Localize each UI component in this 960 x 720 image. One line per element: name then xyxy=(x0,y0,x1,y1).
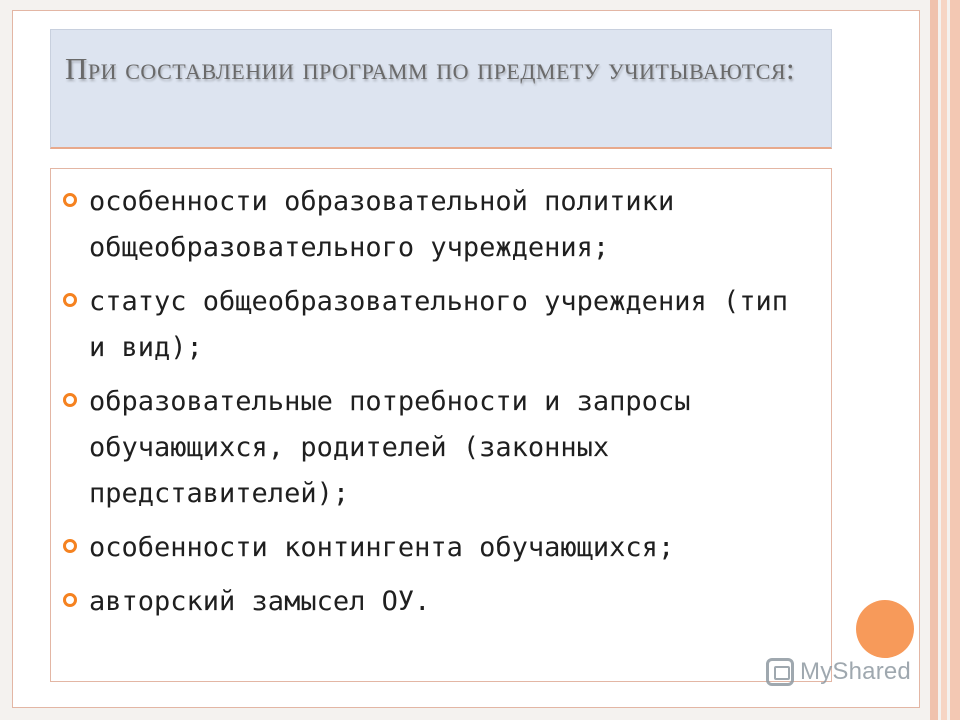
myshared-logo-icon xyxy=(766,658,794,686)
circle-bullet-icon xyxy=(63,539,77,553)
bullet-text: образовательные потребности и запросы обучающихся, родителей (законных представителей); xyxy=(89,386,691,509)
bullet-item xyxy=(61,579,811,625)
decorative-stripe xyxy=(930,0,938,720)
bullet-item xyxy=(61,379,811,517)
bullet-text: особенности образовательной политики общеобразовательного учреждения; xyxy=(89,186,675,263)
watermark xyxy=(766,658,911,686)
bullet-text: особенности контингента обучающихся; xyxy=(89,532,675,563)
circle-bullet-icon xyxy=(63,593,77,607)
bullet-text: статус общеобразовательного учреждения (тип и вид); xyxy=(89,286,788,363)
bullet-item xyxy=(61,525,811,571)
watermark-text: MyShared xyxy=(800,658,911,685)
title-panel xyxy=(50,29,832,149)
circle-bullet-icon xyxy=(63,393,77,407)
circle-bullet-icon xyxy=(63,293,77,307)
slide-title: При составлении программ по предмету учитываются: xyxy=(65,51,796,86)
decorative-stripe xyxy=(950,0,960,720)
bullet-item xyxy=(61,279,811,371)
content-panel xyxy=(50,168,832,682)
bullet-text: авторский замысел ОУ. xyxy=(89,586,431,617)
circle-bullet-icon xyxy=(63,193,77,207)
decorative-circle xyxy=(856,600,914,658)
decorative-stripe xyxy=(941,0,947,720)
bullet-item xyxy=(61,179,811,271)
bullet-list xyxy=(51,169,831,625)
